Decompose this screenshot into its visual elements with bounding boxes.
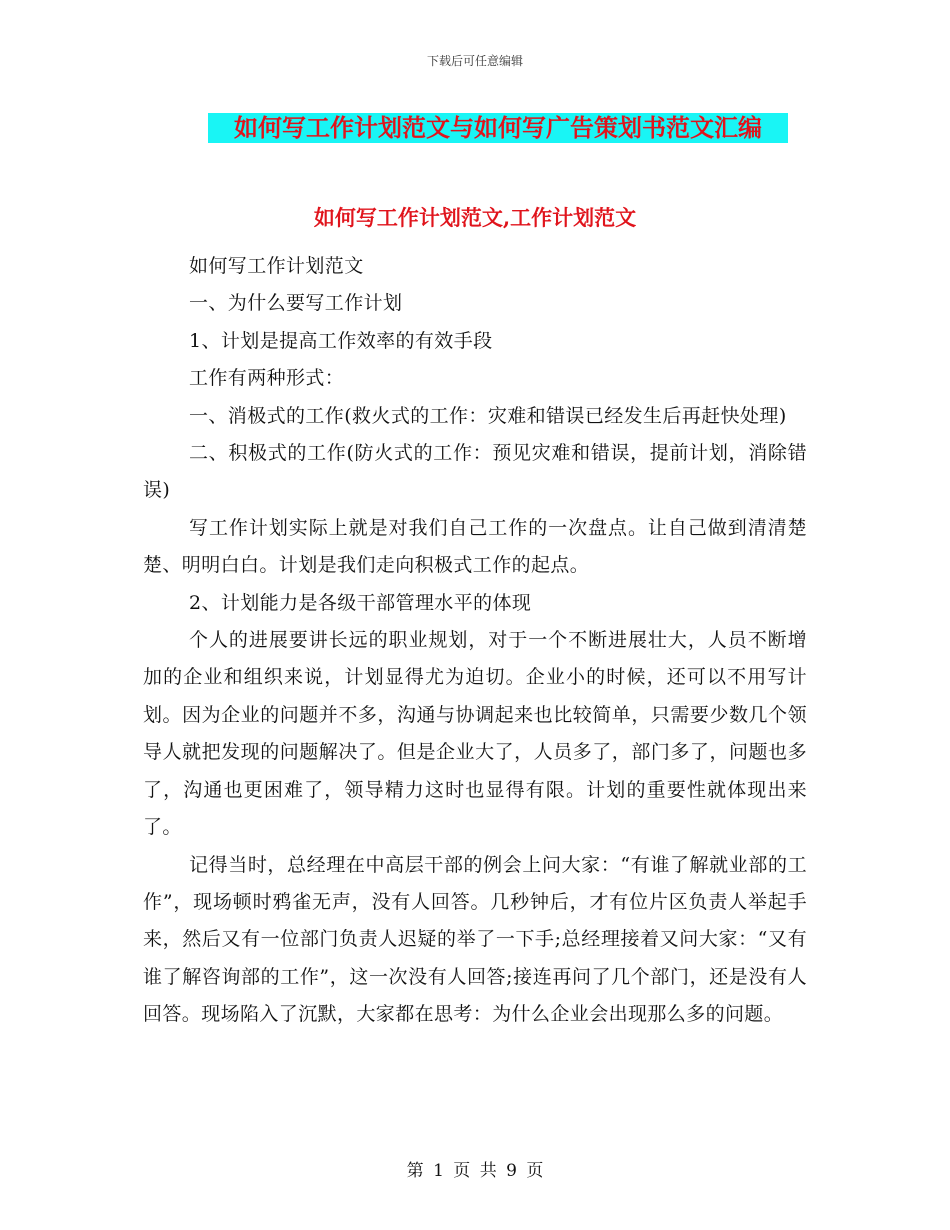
- paragraph: 写工作计划实际上就是对我们自己工作的一次盘点。让自己做到清清楚楚、明明白白。计划是我们走向积极式工作的起点。: [143, 516, 807, 577]
- paragraph: 1、计划是提高工作效率的有效手段: [189, 329, 493, 352]
- document-main-title: 如何写工作计划范文与如何写广告策划书范文汇编: [208, 113, 788, 143]
- section-title: 如何写工作计划范文,工作计划范文: [313, 205, 637, 230]
- paragraph: 记得当时，总经理在中高层干部的例会上问大家：“有谁了解就业部的工作”，现场顿时鸦雀无声，没有人回答。几秒钟后，才有位片区负责人举起手来，然后又有一位部门负责人迟疑的举了一下手;总经理接着又问大家：“又有谁了解咨询部的工作”，这一次没有人回答;接连再问了几个部门，还是没有人回答。现场陷入了沉默，大家都在思考：为什么企业会出现那么多的问题。: [143, 853, 807, 1026]
- page-header-note: 下载后可任意编辑: [426, 54, 523, 68]
- document-body: [143, 248, 807, 1034]
- paragraph: 2、计划能力是各级干部管理水平的体现: [189, 591, 532, 614]
- paragraph: 一、为什么要写工作计划: [189, 292, 403, 315]
- paragraph: 个人的进展要讲长远的职业规划，对于一个不断进展壮大，人员不断增加的企业和组织来说，计划显得尤为迫切。企业小的时候，还可以不用写计划。因为企业的问题并不多，沟通与协调起来也比较简单，只需要少数几个领导人就把发现的问题解决了。但是企业大了，人员多了，部门多了，问题也多了，沟通也更困难了，领导精力这时也显得有限。计划的重要性就体现出来了。: [143, 629, 807, 839]
- paragraph: 如何写工作计划范文: [189, 255, 364, 277]
- paragraph: 一、消极式的工作(救火式的工作：灾难和错误已经发生后再赶快处理): [189, 404, 787, 427]
- paragraph: 二、积极式的工作(防火式的工作：预见灾难和错误，提前计划，消除错误): [143, 442, 807, 502]
- page-number-footer: 第 1 页 共 9 页: [406, 1161, 544, 1181]
- paragraph: 工作有两种形式：: [189, 367, 345, 390]
